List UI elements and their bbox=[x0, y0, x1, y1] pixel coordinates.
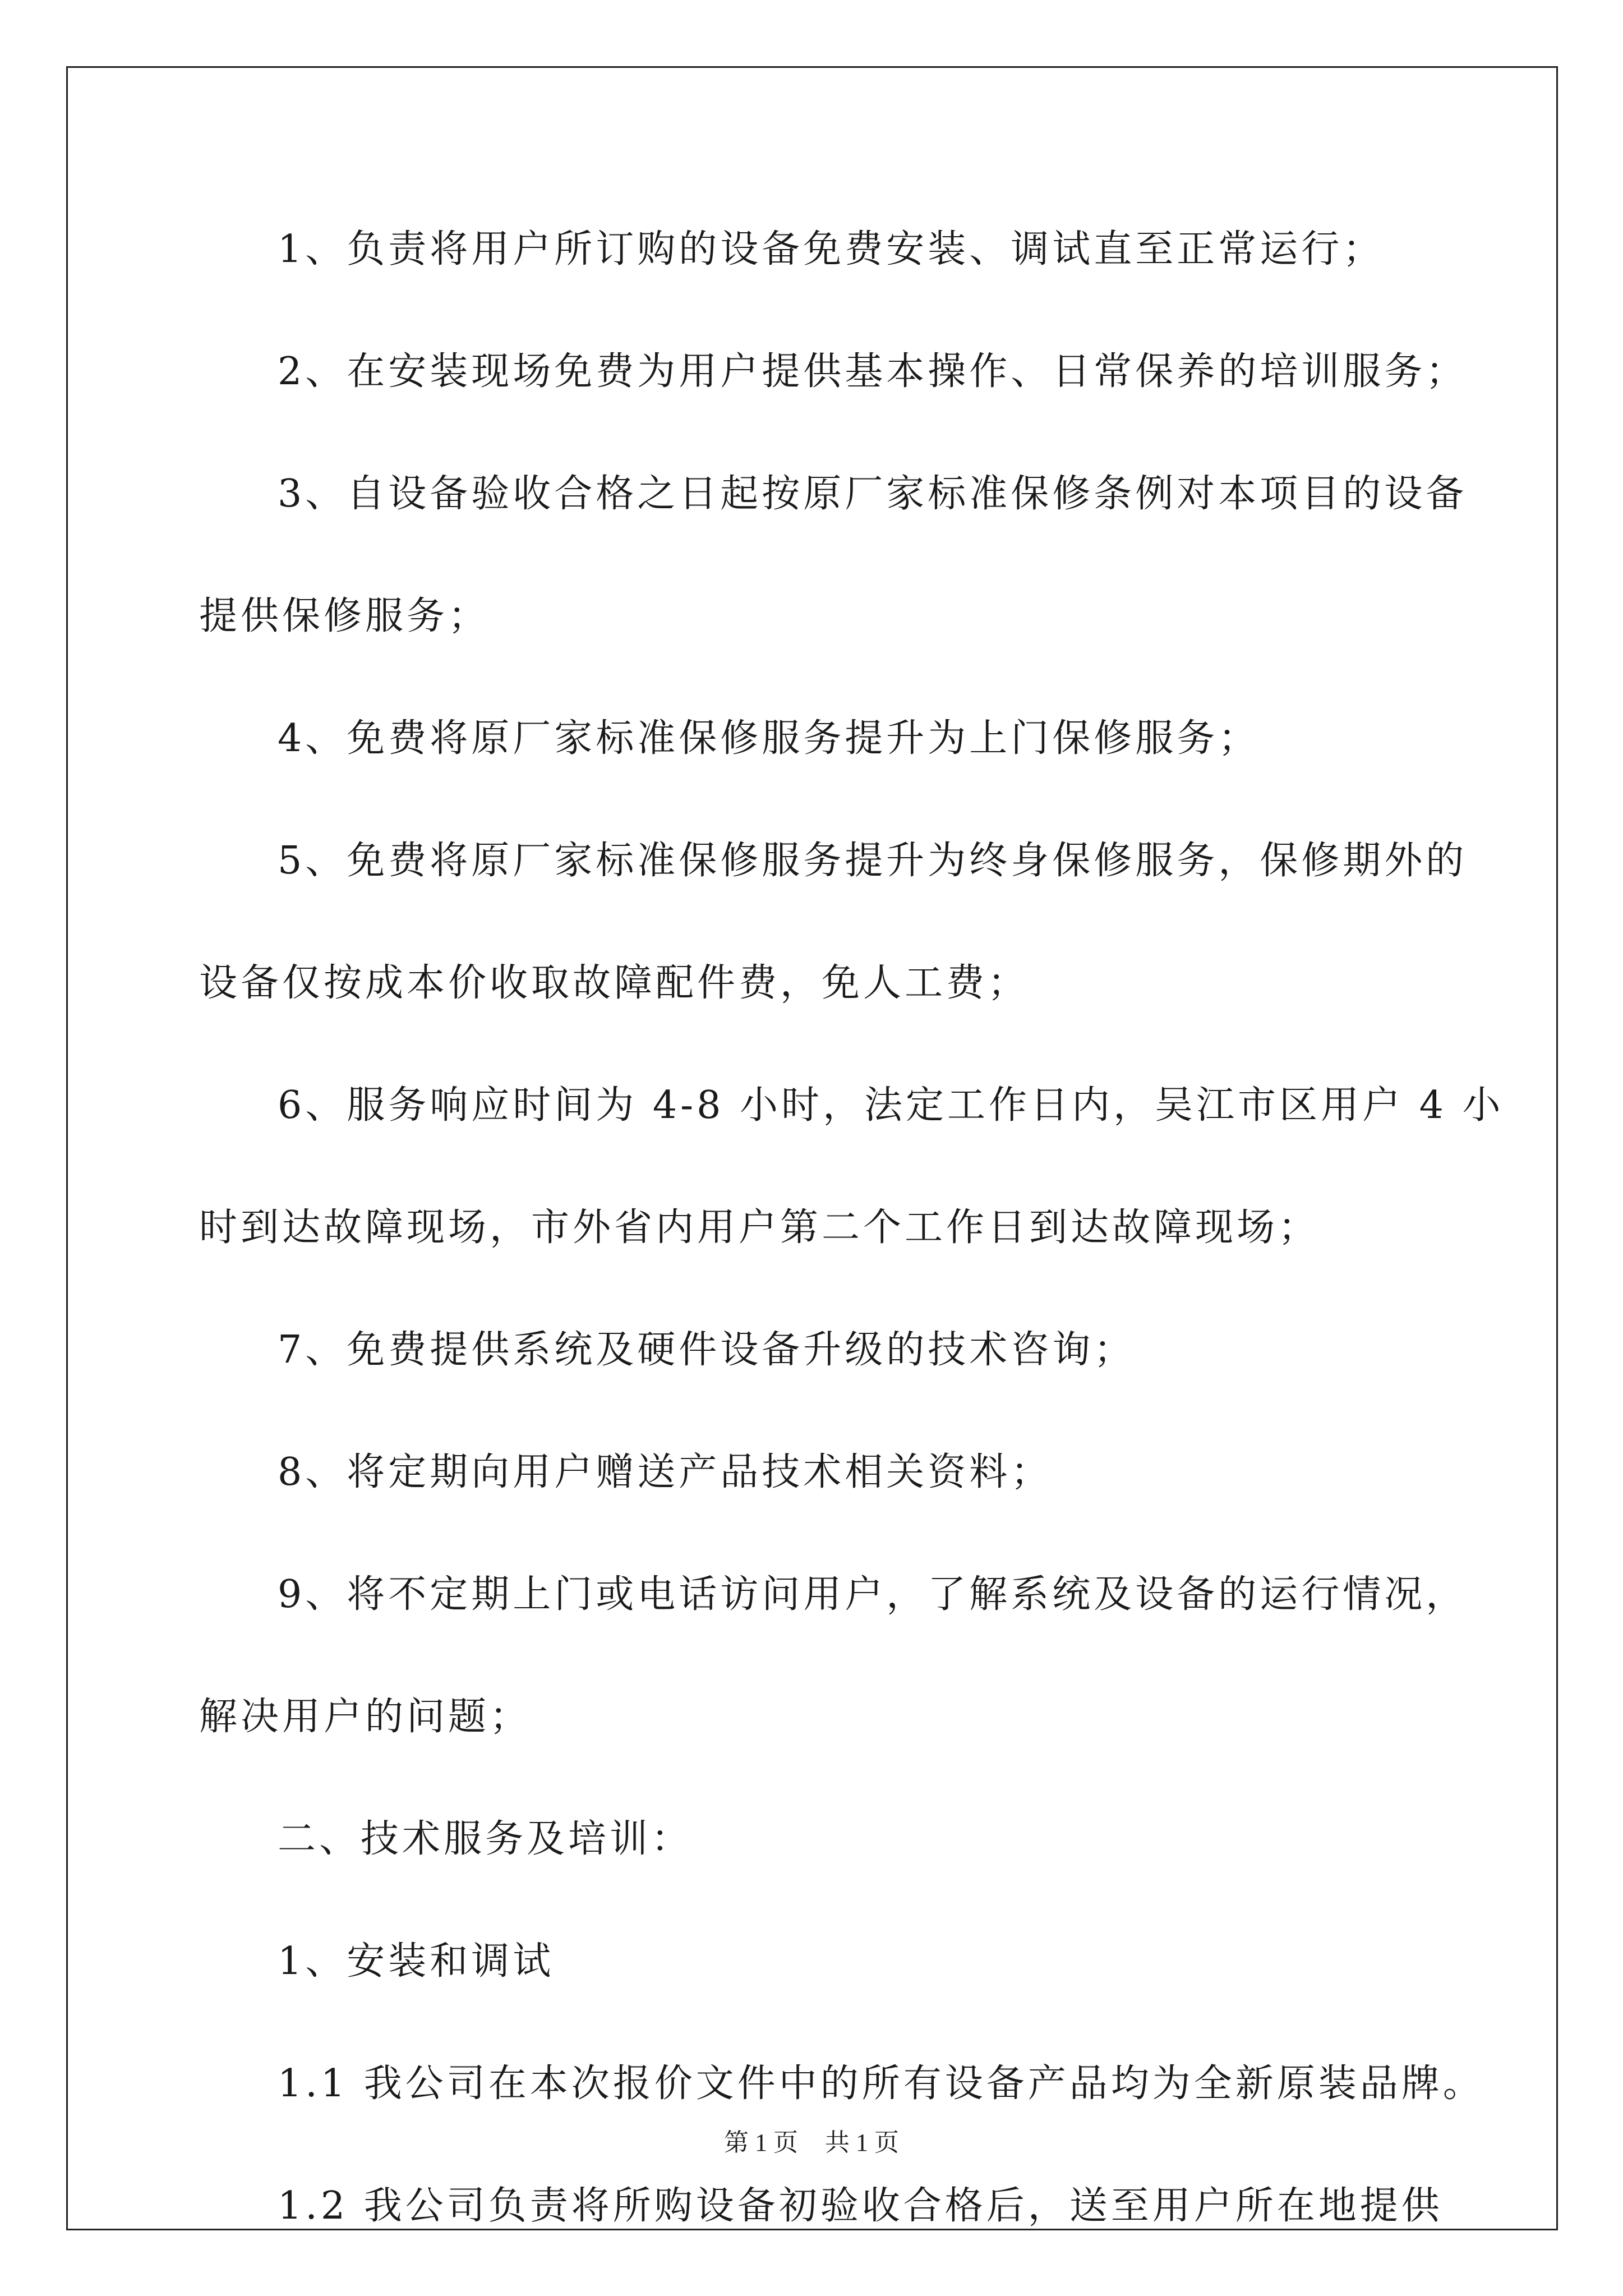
paragraph-line: 3、自设备验收合格之日起按原厂家标准保修条例对本项目的设备 bbox=[278, 472, 1468, 516]
paragraph-line: 5、免费将原厂家标准保修服务提升为终身保修服务，保修期外的 bbox=[278, 839, 1468, 883]
page-total: 共 1 页 bbox=[825, 2129, 899, 2156]
subsection-heading: 1、安装和调试 bbox=[278, 1939, 555, 1984]
page-number: 第 1 页 bbox=[724, 2129, 798, 2156]
paragraph-line: 时到达故障现场，市外省内用户第二个工作日到达故障现场； bbox=[199, 1205, 1320, 1250]
paragraph-line: 6、服务响应时间为 4-8 小时，法定工作日内，吴江市区用户 4 小 bbox=[278, 1083, 1504, 1128]
paragraph-line: 8、将定期向用户赠送产品技术相关资料； bbox=[278, 1450, 1053, 1494]
paragraph-line: 解决用户的问题； bbox=[199, 1695, 532, 1739]
paragraph-line: 提供保修服务； bbox=[199, 594, 490, 638]
paragraph-line: 7、免费提供系统及硬件设备升级的技术咨询； bbox=[278, 1328, 1136, 1372]
paragraph-line: 1.2 我公司负责将所购设备初验收合格后，送至用户所在地提供 bbox=[278, 2184, 1443, 2228]
paragraph-line: 设备仅按成本价收取故障配件费，免人工费； bbox=[199, 961, 1030, 1005]
paragraph-line: 9、将不定期上门或电话访问用户，了解系统及设备的运行情况， bbox=[278, 1572, 1468, 1617]
paragraph-line: 4、免费将原厂家标准保修服务提升为上门保修服务； bbox=[278, 716, 1260, 761]
paragraph-line: 1.1 我公司在本次报价文件中的所有设备产品均为全新原装品牌。 bbox=[278, 2062, 1484, 2106]
paragraph-line: 1、负责将用户所订购的设备免费安装、调试直至正常运行； bbox=[278, 227, 1385, 272]
section-heading: 二、技术服务及培训： bbox=[278, 1817, 693, 1861]
page-footer bbox=[0, 2127, 1623, 2159]
paragraph-line: 2、在安装现场免费为用户提供基本操作、日常保养的培训服务； bbox=[278, 349, 1468, 394]
